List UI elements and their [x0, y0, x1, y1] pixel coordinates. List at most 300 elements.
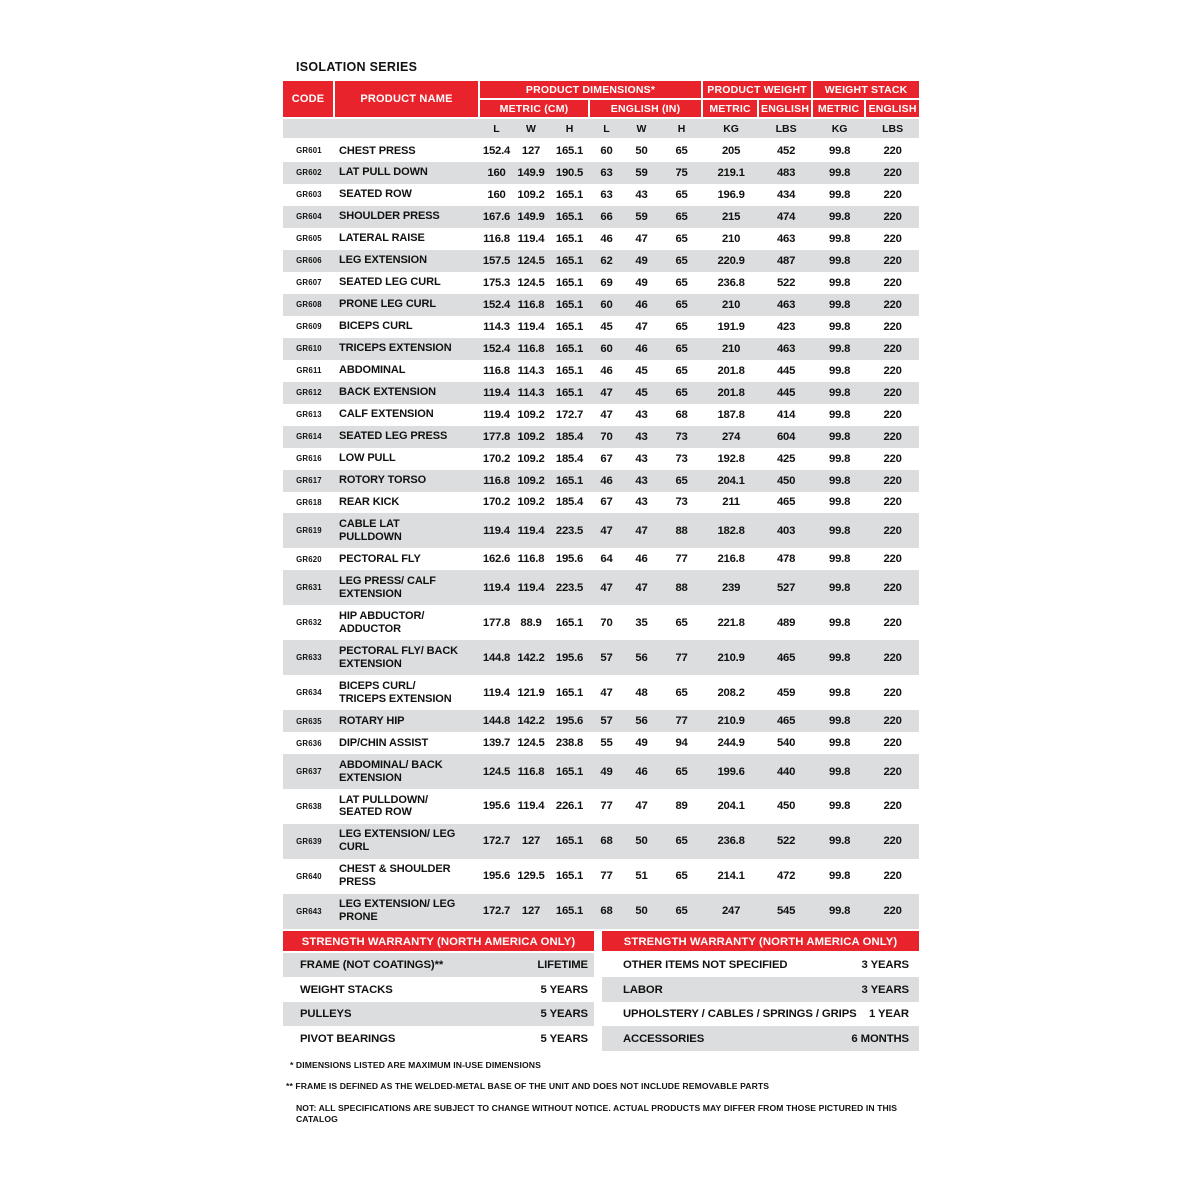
warranty-item-label: FRAME (NOT COATINGS)**: [300, 959, 444, 971]
row-value: 201.8: [717, 364, 745, 377]
row-value: 65: [675, 364, 688, 377]
row-value: 220: [866, 162, 919, 184]
row-value: 223.5: [549, 570, 590, 605]
table-row: [283, 250, 919, 272]
row-value: 160: [487, 188, 506, 201]
row-value: 47: [635, 232, 648, 245]
row-value: 99.8: [813, 250, 866, 272]
row-value: 47: [600, 686, 613, 699]
row-value: 109.2: [513, 426, 549, 448]
row-value: 99.8: [813, 470, 866, 492]
row-code: GR604: [283, 206, 335, 228]
row-value: 64: [600, 553, 613, 566]
row-value: 99.8: [829, 870, 851, 883]
row-value: 89: [675, 800, 688, 813]
row-value: 238.8: [555, 737, 584, 750]
table-row: [283, 184, 919, 206]
row-code: GR617: [283, 470, 335, 492]
row-value: 119.4: [480, 382, 513, 404]
row-value: 220: [866, 894, 919, 929]
row-value: 70: [590, 426, 623, 448]
row-value: 99.8: [829, 737, 851, 750]
row-value: 220: [883, 686, 902, 699]
row-product-name: LEG EXTENSION: [335, 250, 480, 272]
row-value: 88: [660, 570, 703, 605]
row-value: 99.8: [829, 320, 851, 333]
row-value: 142.2: [513, 640, 549, 675]
row-value: 51: [635, 870, 648, 883]
row-value: 65: [675, 144, 688, 157]
row-value: 99.8: [813, 426, 866, 448]
row-value: 99.8: [829, 800, 851, 813]
row-code: GR608: [283, 294, 335, 316]
row-value: 68: [590, 894, 623, 929]
header-weight-english: ENGLISH: [759, 100, 813, 119]
row-value: 152.4: [482, 144, 511, 157]
unit-label: W: [513, 119, 549, 140]
row-value: 165.1: [549, 470, 590, 492]
row-value: 99.8: [829, 408, 851, 421]
header-stack-english: ENGLISH: [866, 100, 919, 119]
row-value: 116.8: [513, 338, 549, 360]
row-value: 478: [776, 553, 796, 566]
row-value: 604: [759, 426, 813, 448]
row-value: 50: [635, 144, 648, 157]
row-product-name: LAT PULL DOWN: [335, 162, 480, 184]
row-value: 220.9: [703, 250, 759, 272]
row-value: 77: [660, 710, 703, 732]
row-value: 99.8: [829, 364, 851, 377]
row-value: 73: [675, 496, 688, 509]
row-value: 119.4: [480, 513, 513, 548]
row-product-name: PRONE LEG CURL: [335, 294, 480, 316]
table-row: [283, 382, 919, 404]
row-value: 65: [660, 894, 703, 929]
warranty-item-value: 3 YEARS: [861, 959, 909, 971]
unit-blank: [283, 119, 335, 140]
table-row: [283, 492, 919, 514]
row-value: 70: [600, 616, 613, 629]
row-value: 472: [776, 870, 796, 883]
header-product-dimensions: PRODUCT DIMENSIONS*: [480, 81, 703, 100]
row-value: 220: [883, 320, 902, 333]
row-value: 144.8: [480, 710, 513, 732]
row-product-name: LAT PULLDOWN/ SEATED ROW: [339, 793, 428, 819]
table-row: [283, 675, 919, 710]
warranty-item-label: OTHER ITEMS NOT SPECIFIED: [623, 959, 788, 971]
row-product-name: LEG EXTENSION/ LEG PRONE: [335, 894, 480, 929]
row-value: 59: [623, 206, 660, 228]
row-value: 220: [866, 640, 919, 675]
row-value: 63: [590, 162, 623, 184]
row-value: 463: [759, 338, 813, 360]
row-value: 45: [635, 364, 648, 377]
row-value: 114.3: [517, 364, 545, 377]
row-value: 487: [759, 250, 813, 272]
row-value: 99.8: [829, 144, 851, 157]
row-value: 99.8: [829, 452, 851, 465]
table-row: [283, 206, 919, 228]
warranty-row: [602, 1026, 919, 1051]
row-value: 403: [759, 513, 813, 548]
row-value: 49: [635, 276, 648, 289]
warranty-rows-right: [602, 953, 919, 1051]
table-row: [283, 640, 919, 675]
row-value: 220: [883, 553, 902, 566]
row-value: 220: [883, 870, 902, 883]
row-code: GR611: [296, 366, 322, 376]
row-value: 99.8: [813, 894, 866, 929]
row-value: 47: [623, 570, 660, 605]
warranty-row: [602, 1002, 919, 1027]
header-weight-metric: METRIC: [703, 100, 759, 119]
row-value: 119.4: [517, 232, 545, 245]
row-value: 99.8: [813, 338, 866, 360]
row-value: 465: [759, 710, 813, 732]
row-value: 172.7: [480, 894, 513, 929]
row-value: 522: [759, 824, 813, 859]
row-value: 215: [703, 206, 759, 228]
row-value: 167.6: [480, 206, 513, 228]
row-value: 236.8: [703, 824, 759, 859]
row-value: 165.1: [549, 338, 590, 360]
row-value: 65: [675, 870, 688, 883]
row-value: 165.1: [555, 364, 584, 377]
row-value: 119.4: [517, 320, 545, 333]
row-value: 109.2: [517, 452, 545, 465]
row-value: 220: [883, 737, 902, 750]
table-row: [283, 228, 919, 250]
row-value: 73: [660, 426, 703, 448]
row-value: 65: [660, 470, 703, 492]
row-value: 46: [623, 754, 660, 789]
header-metric-cm: METRIC (CM): [480, 100, 590, 119]
row-value: 99.8: [829, 496, 851, 509]
warranty-item-label: WEIGHT STACKS: [300, 983, 393, 996]
row-value: 220: [866, 206, 919, 228]
row-value: 208.2: [717, 686, 745, 699]
row-value: 187.8: [717, 408, 745, 421]
row-value: 56: [623, 640, 660, 675]
row-value: 99.8: [829, 553, 851, 566]
row-value: 220: [883, 144, 902, 157]
row-value: 99.8: [813, 710, 866, 732]
row-value: 119.4: [513, 513, 549, 548]
table-row: [283, 789, 919, 824]
row-value: 124.5: [517, 276, 545, 289]
row-value: 219.1: [703, 162, 759, 184]
row-value: 65: [660, 338, 703, 360]
row-value: 165.1: [549, 824, 590, 859]
row-value: 185.4: [555, 452, 584, 465]
row-value: 65: [675, 686, 688, 699]
row-value: 63: [600, 188, 613, 201]
row-value: 46: [600, 364, 613, 377]
row-value: 55: [600, 737, 613, 750]
row-value: 177.8: [480, 426, 513, 448]
row-code: GR614: [283, 426, 335, 448]
row-value: 47: [635, 800, 648, 813]
row-value: 220: [866, 570, 919, 605]
row-value: 99.8: [813, 294, 866, 316]
row-code: GR638: [296, 801, 322, 811]
row-value: 129.5: [517, 870, 545, 883]
warranty-row: [283, 1002, 594, 1027]
row-code: GR634: [296, 688, 322, 698]
row-product-name: LOW PULL: [339, 452, 396, 465]
row-value: 127: [513, 824, 549, 859]
row-value: 77: [600, 870, 613, 883]
header-product-name: PRODUCT NAME: [335, 81, 480, 119]
row-value: 175.3: [482, 276, 511, 289]
row-code: GR610: [283, 338, 335, 360]
row-value: 49: [590, 754, 623, 789]
row-value: 204.1: [703, 470, 759, 492]
unit-label: H: [549, 119, 590, 140]
row-value: 43: [635, 408, 648, 421]
unit-label: L: [480, 119, 513, 140]
unit-label: KG: [703, 119, 759, 140]
row-value: 220: [866, 754, 919, 789]
row-value: 170.2: [482, 496, 511, 509]
row-value: 220: [866, 710, 919, 732]
row-value: 220: [883, 276, 902, 289]
table-row: [283, 754, 919, 789]
row-value: 199.6: [703, 754, 759, 789]
row-value: 483: [759, 162, 813, 184]
unit-label: H: [660, 119, 703, 140]
row-code: GR612: [283, 382, 335, 404]
unit-label: W: [623, 119, 660, 140]
table-row: [283, 570, 919, 605]
row-value: 47: [623, 513, 660, 548]
table-row: [283, 338, 919, 360]
row-value: 47: [590, 570, 623, 605]
row-value: 149.9: [513, 206, 549, 228]
row-value: 109.2: [517, 408, 545, 421]
row-value: 185.4: [549, 426, 590, 448]
row-value: 99.8: [813, 206, 866, 228]
warranty-table-right: [602, 931, 919, 1051]
row-value: 247: [703, 894, 759, 929]
row-value: 109.2: [517, 188, 545, 201]
table-row: [283, 859, 919, 894]
row-value: 66: [590, 206, 623, 228]
warranty-item-value: 3 YEARS: [861, 983, 909, 996]
row-value: 220: [866, 338, 919, 360]
warranty-item-value: 5 YEARS: [540, 1008, 588, 1020]
row-code: GR619: [283, 513, 335, 548]
row-value: 99.8: [829, 616, 851, 629]
row-value: 114.3: [483, 320, 510, 333]
row-product-name: CHEST PRESS: [339, 144, 416, 157]
row-value: 221.8: [717, 616, 745, 629]
row-value: 165.1: [555, 870, 584, 883]
table-row: [283, 162, 919, 184]
row-value: 99.8: [813, 824, 866, 859]
row-product-name: ROTORY TORSO: [335, 470, 480, 492]
row-value: 67: [600, 496, 613, 509]
row-value: 99.8: [813, 382, 866, 404]
table-row: [283, 732, 919, 754]
row-value: 48: [635, 686, 648, 699]
table-row: [283, 426, 919, 448]
row-value: 445: [759, 382, 813, 404]
row-value: 47: [600, 408, 613, 421]
page-title: ISOLATION SERIES: [296, 60, 418, 74]
unit-label: L: [590, 119, 623, 140]
row-value: 116.8: [480, 470, 513, 492]
row-value: 195.6: [482, 800, 511, 813]
row-value: 77: [660, 640, 703, 675]
row-value: 204.1: [717, 800, 745, 813]
row-value: 172.7: [555, 408, 584, 421]
row-value: 196.9: [717, 188, 745, 201]
table-row: [283, 316, 919, 338]
row-code: GR636: [296, 738, 322, 748]
row-value: 65: [660, 824, 703, 859]
header-english-in: ENGLISH (IN): [590, 100, 703, 119]
row-value: 210: [721, 232, 741, 245]
row-value: 50: [623, 824, 660, 859]
row-product-name: BICEPS CURL: [339, 320, 413, 333]
row-value: 223.5: [549, 513, 590, 548]
row-value: 226.1: [555, 800, 584, 813]
row-value: 65: [660, 294, 703, 316]
row-value: 99.8: [829, 232, 851, 245]
row-value: 220: [866, 294, 919, 316]
row-value: 160: [480, 162, 513, 184]
row-code: GR639: [283, 824, 335, 859]
table-row: [283, 272, 919, 294]
footnote-frame: ** FRAME IS DEFINED AS THE WELDED-METAL BASE OF THE UNIT AND DOES NOT INCLUDE REMOVABLE PARTS: [286, 1081, 770, 1092]
row-value: 440: [759, 754, 813, 789]
warranty-item-label: PULLEYS: [300, 1008, 352, 1020]
row-value: 99.8: [813, 162, 866, 184]
row-value: 165.1: [555, 616, 584, 629]
row-value: 423: [776, 320, 796, 333]
row-value: 124.5: [517, 737, 545, 750]
row-product-name: PECTORAL FLY/ BACK EXTENSION: [335, 640, 480, 675]
row-value: 210: [703, 294, 759, 316]
row-value: 165.1: [549, 294, 590, 316]
row-value: 165.1: [549, 894, 590, 929]
row-value: 220: [866, 382, 919, 404]
row-value: 99.8: [813, 570, 866, 605]
row-value: 59: [623, 162, 660, 184]
row-value: 149.9: [513, 162, 549, 184]
warranty-item-value: 5 YEARS: [540, 983, 588, 996]
row-value: 220: [883, 232, 902, 245]
row-value: 65: [660, 382, 703, 404]
row-value: 465: [776, 496, 796, 509]
row-value: 119.4: [483, 686, 510, 699]
row-value: 47: [590, 513, 623, 548]
row-value: 65: [675, 188, 688, 201]
row-value: 119.4: [517, 800, 545, 813]
row-value: 191.9: [717, 320, 745, 333]
row-value: 165.1: [555, 144, 584, 157]
row-product-name: SEATED LEG CURL: [339, 276, 441, 289]
row-value: 99.8: [829, 188, 851, 201]
row-product-name: HIP ABDUCTOR/ ADDUCTOR: [339, 609, 425, 635]
row-value: 434: [776, 188, 796, 201]
row-value: 60: [590, 338, 623, 360]
row-value: 46: [623, 338, 660, 360]
row-value: 144.8: [480, 640, 513, 675]
row-value: 60: [600, 144, 613, 157]
row-value: 195.6: [549, 710, 590, 732]
row-value: 68: [675, 408, 688, 421]
warranty-row: [283, 977, 594, 1002]
header-stack-metric: METRIC: [813, 100, 866, 119]
row-value: 127: [521, 144, 541, 157]
row-value: 77: [675, 553, 688, 566]
row-value: 220: [866, 470, 919, 492]
row-product-name: ROTARY HIP: [335, 710, 480, 732]
row-value: 489: [776, 616, 796, 629]
row-value: 165.1: [555, 188, 584, 201]
row-value: 220: [883, 496, 902, 509]
row-value: 46: [590, 470, 623, 492]
row-value: 75: [660, 162, 703, 184]
row-value: 99.8: [829, 276, 851, 289]
row-value: 244.9: [717, 737, 745, 750]
warranty-item-value: 6 MONTHS: [851, 1032, 909, 1045]
row-value: 527: [759, 570, 813, 605]
row-value: 195.6: [555, 553, 584, 566]
row-value: 463: [759, 294, 813, 316]
row-value: 124.5: [480, 754, 513, 789]
row-product-name: CABLE LAT PULLDOWN: [335, 513, 480, 548]
spec-table-body: [283, 140, 919, 929]
row-value: 47: [635, 320, 648, 333]
row-value: 43: [635, 188, 648, 201]
row-value: 192.8: [717, 452, 745, 465]
row-value: 172.7: [480, 824, 513, 859]
row-value: 65: [660, 754, 703, 789]
row-value: 46: [600, 232, 613, 245]
row-value: 465: [759, 640, 813, 675]
row-code: GR613: [296, 410, 322, 420]
row-product-name: BICEPS CURL/ TRICEPS EXTENSION: [339, 679, 452, 705]
row-value: 425: [776, 452, 796, 465]
row-value: 127: [513, 894, 549, 929]
row-value: 211: [722, 496, 740, 509]
row-value: 205: [721, 144, 741, 157]
header-product-weight: PRODUCT WEIGHT: [703, 81, 813, 100]
row-value: 220: [883, 452, 902, 465]
row-value: 73: [675, 452, 688, 465]
row-value: 165.1: [549, 250, 590, 272]
row-value: 220: [883, 364, 902, 377]
unit-label: LBS: [866, 119, 919, 140]
row-product-name: SEATED ROW: [339, 188, 412, 201]
row-value: 182.8: [703, 513, 759, 548]
row-code: GR640: [296, 871, 322, 881]
row-code: GR602: [283, 162, 335, 184]
row-value: 210.9: [703, 710, 759, 732]
warranty-item-value: 5 YEARS: [540, 1032, 588, 1045]
row-value: 116.8: [483, 232, 510, 245]
row-value: 157.5: [480, 250, 513, 272]
row-product-name: SEATED LEG PRESS: [335, 426, 480, 448]
row-value: 463: [776, 232, 796, 245]
table-row: [283, 710, 919, 732]
row-value: 50: [623, 894, 660, 929]
row-value: 165.1: [549, 206, 590, 228]
row-value: 65: [660, 206, 703, 228]
